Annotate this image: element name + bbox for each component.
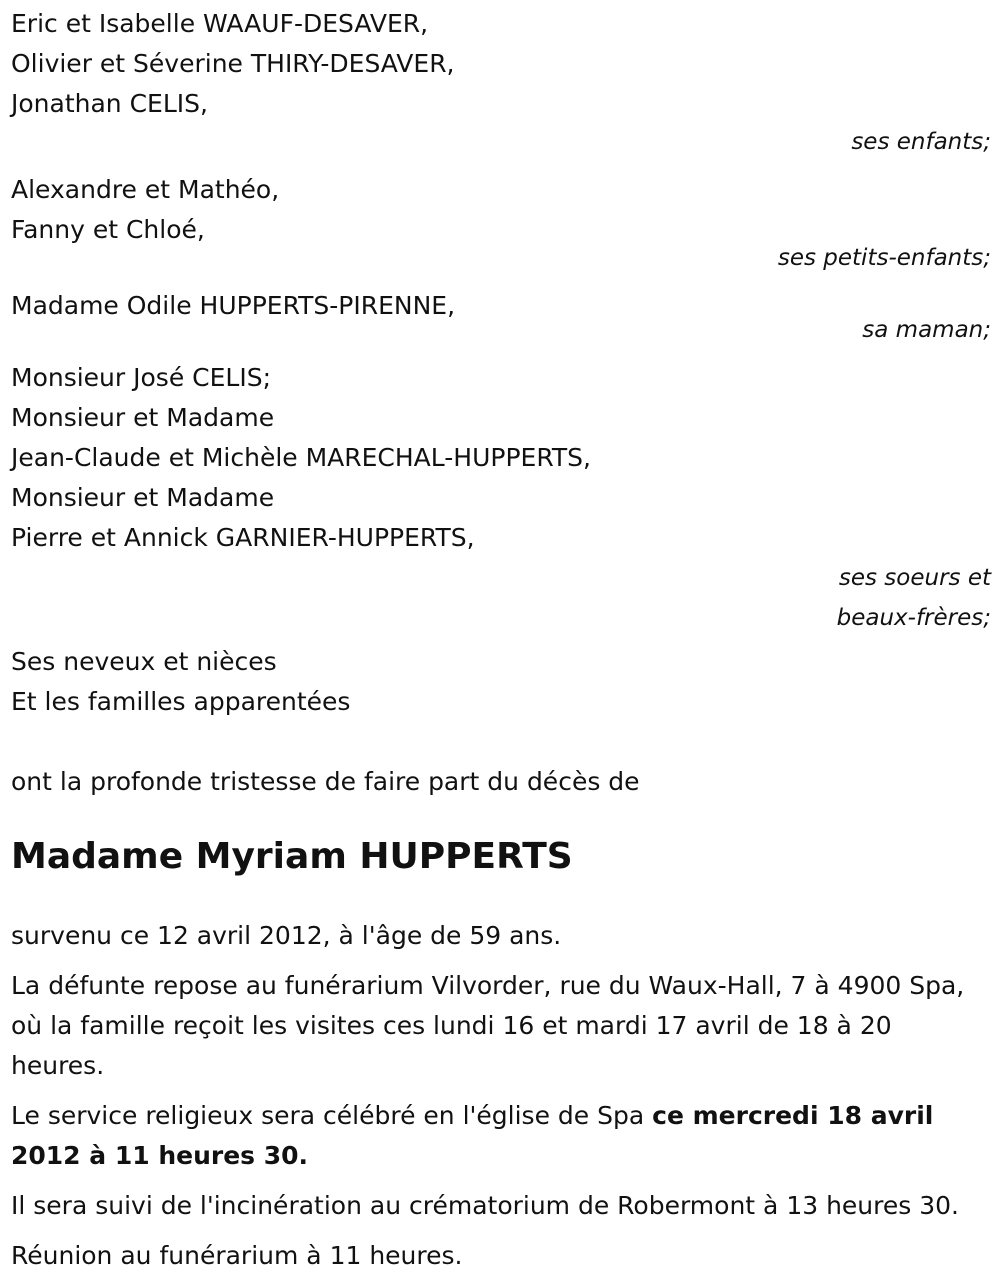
mother-group bbox=[11, 286, 991, 348]
relationship-label: ses petits-enfants; bbox=[777, 245, 991, 271]
service-paragraph bbox=[11, 1096, 991, 1176]
cremation-paragraph: Il sera suivi de l'incinération au crématorium de Robermont à 13 heures 30. bbox=[11, 1191, 959, 1220]
family-line: Et les familles apparentées bbox=[11, 687, 351, 716]
grandchildren-group bbox=[11, 170, 991, 276]
relationship-label: ses soeurs et bbox=[838, 565, 991, 591]
relationship-label: ses enfants; bbox=[851, 129, 991, 155]
resting-place-paragraph: La défunte repose au funérarium Vilvorder, rue du Waux-Hall, 7 à 4900 Spa, où la famille reçoit les visites ces lundi 16 et mardi 17 avril de 18 à 20 heures. bbox=[11, 971, 965, 1080]
family-line: Monsieur et Madame bbox=[11, 403, 275, 432]
children-group bbox=[11, 0, 991, 160]
family-line: Monsieur et Madame bbox=[11, 483, 275, 512]
date-of-death: survenu ce 12 avril 2012, à l'âge de 59 ans. bbox=[11, 921, 562, 950]
family-line: Olivier et Séverine THIRY-DESAVER, bbox=[11, 49, 455, 78]
service-date: ce mercredi 18 avril 2012 à 11 heures 30. bbox=[11, 1101, 934, 1170]
meeting-paragraph: Réunion au funérarium à 11 heures. bbox=[11, 1241, 463, 1270]
family-line: Madame Odile HUPPERTS-PIRENNE, bbox=[11, 291, 456, 320]
relationship-label: sa maman; bbox=[862, 317, 991, 343]
announcement-text: ont la profonde tristesse de faire part du décès de bbox=[11, 767, 640, 796]
family-line: Monsieur José CELIS; bbox=[11, 363, 271, 392]
family-line: Ses neveux et nièces bbox=[11, 647, 277, 676]
family-line: Fanny et Chloé, bbox=[11, 215, 205, 244]
service-text: Le service religieux sera célébré en l'église de Spa bbox=[11, 1101, 653, 1130]
deceased-name: Madame Myriam HUPPERTS bbox=[11, 836, 573, 877]
relationship-label: beaux-frères; bbox=[836, 605, 991, 631]
family-line: Jean-Claude et Michèle MARECHAL-HUPPERTS, bbox=[11, 443, 591, 472]
family-line: Pierre et Annick GARNIER-HUPPERTS, bbox=[11, 523, 475, 552]
obituary-notice bbox=[11, 0, 991, 1276]
family-line: Alexandre et Mathéo, bbox=[11, 175, 280, 204]
family-line: Eric et Isabelle WAAUF-DESAVER, bbox=[11, 9, 429, 38]
other-relatives-group bbox=[11, 642, 991, 722]
family-line: Jonathan CELIS, bbox=[11, 89, 208, 118]
siblings-group bbox=[11, 358, 991, 638]
